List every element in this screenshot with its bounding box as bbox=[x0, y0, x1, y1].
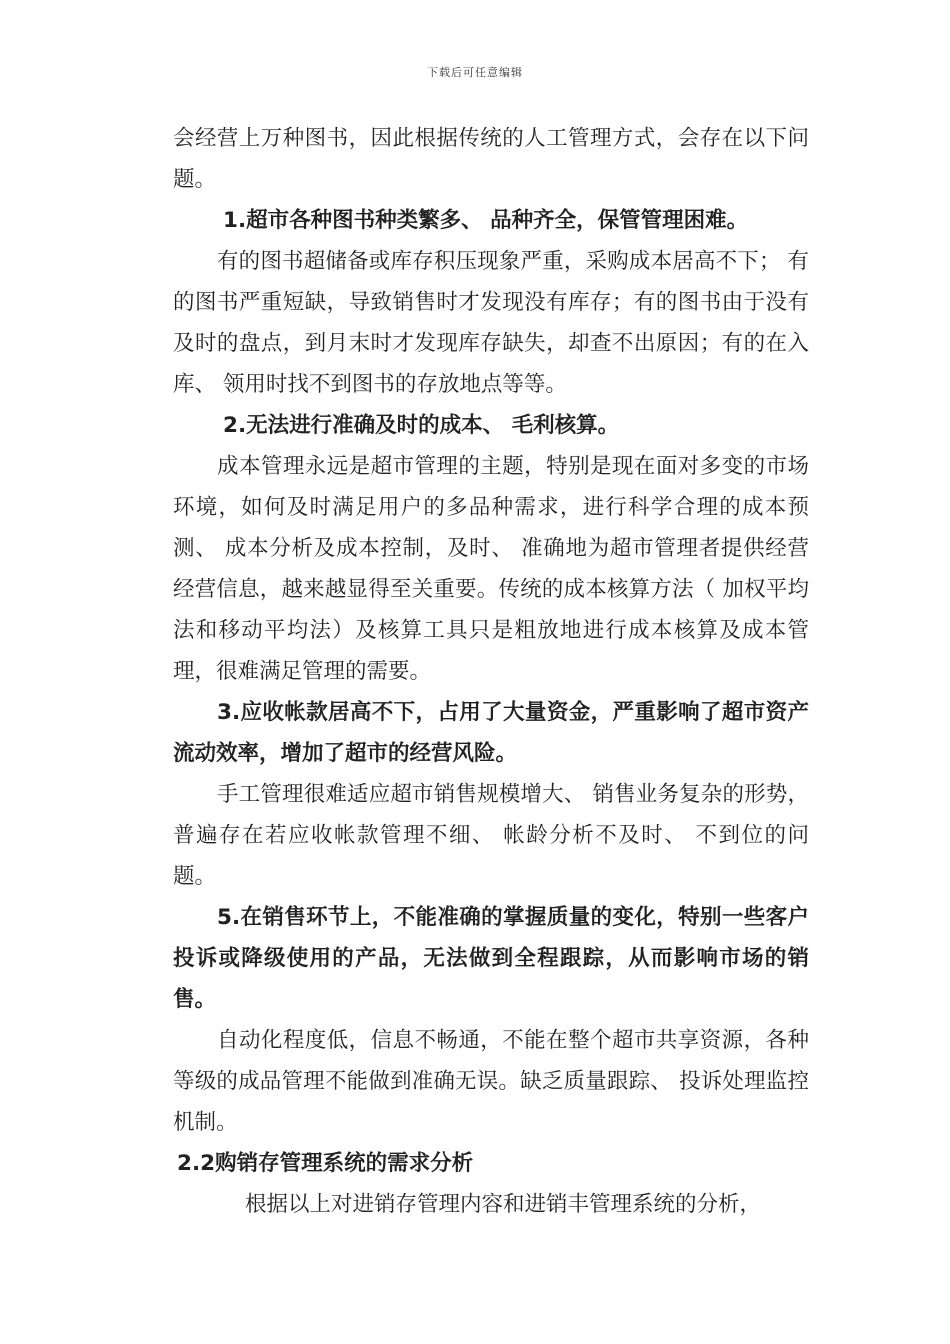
heading-item-2: 2.无法进行准确及时的成本、 毛利核算。 bbox=[223, 413, 620, 438]
section-heading-2-2: 2.2购销存管理系统的需求分析 bbox=[177, 1151, 474, 1176]
page-header: 下载后可任意编辑 bbox=[427, 66, 523, 79]
heading-item-3: 3.应收帐款居高不下，占用了大量资金，严重影响了超市资产流动效率，增加了超市的经营风险。 bbox=[173, 700, 809, 766]
document-body bbox=[173, 118, 809, 1225]
heading-item-1: 1.超市各种图书种类繁多、 品种齐全，保管管理困难。 bbox=[223, 208, 749, 233]
heading-item-5: 5.在销售环节上，不能准确的掌握质量的变化，特别一些客户投诉或降级使用的产品，无法做到全程跟踪，从而影响市场的销售。 bbox=[173, 905, 809, 1012]
paragraph-item-5: 自动化程度低，信息不畅通，不能在整个超市共享资源，各种等级的成品管理不能做到准确无误。缺乏质量跟踪、 投诉处理监控机制。 bbox=[173, 1028, 809, 1135]
paragraph-item-2: 成本管理永远是超市管理的主题，特别是现在面对多变的市场环境，如何及时满足用户的多品种需求，进行科学合理的成本预测、 成本分析及成本控制，及时、 准确地为超市管理者提供经营经营信息，越来越显得至关重要。传统的成本核算方法（ 加权平均法和移动平均法）及核算工具只是粗放地进行成本核算及成本管理，很难满足管理的需要。 bbox=[173, 454, 809, 684]
paragraph-item-3: 手工管理很难适应超市销售规模增大、 销售业务复杂的形势，普遍存在若应收帐款管理不细、 帐龄分析不及时、 不到位的问题。 bbox=[173, 782, 809, 889]
paragraph-intro: 会经营上万种图书，因此根据传统的人工管理方式，会存在以下问题。 bbox=[173, 126, 809, 192]
paragraph-item-1: 有的图书超储备或库存积压现象严重，采购成本居高不下； 有的图书严重短缺，导致销售时才发现没有库存；有的图书由于没有及时的盘点，到月末时才发现库存缺失，却查不出原因；有的在入库、 领用时找不到图书的存放地点等等。 bbox=[173, 249, 809, 397]
paragraph-section-2-2: 根据以上对进销存管理内容和进销丰管理系统的分析， bbox=[245, 1192, 762, 1217]
